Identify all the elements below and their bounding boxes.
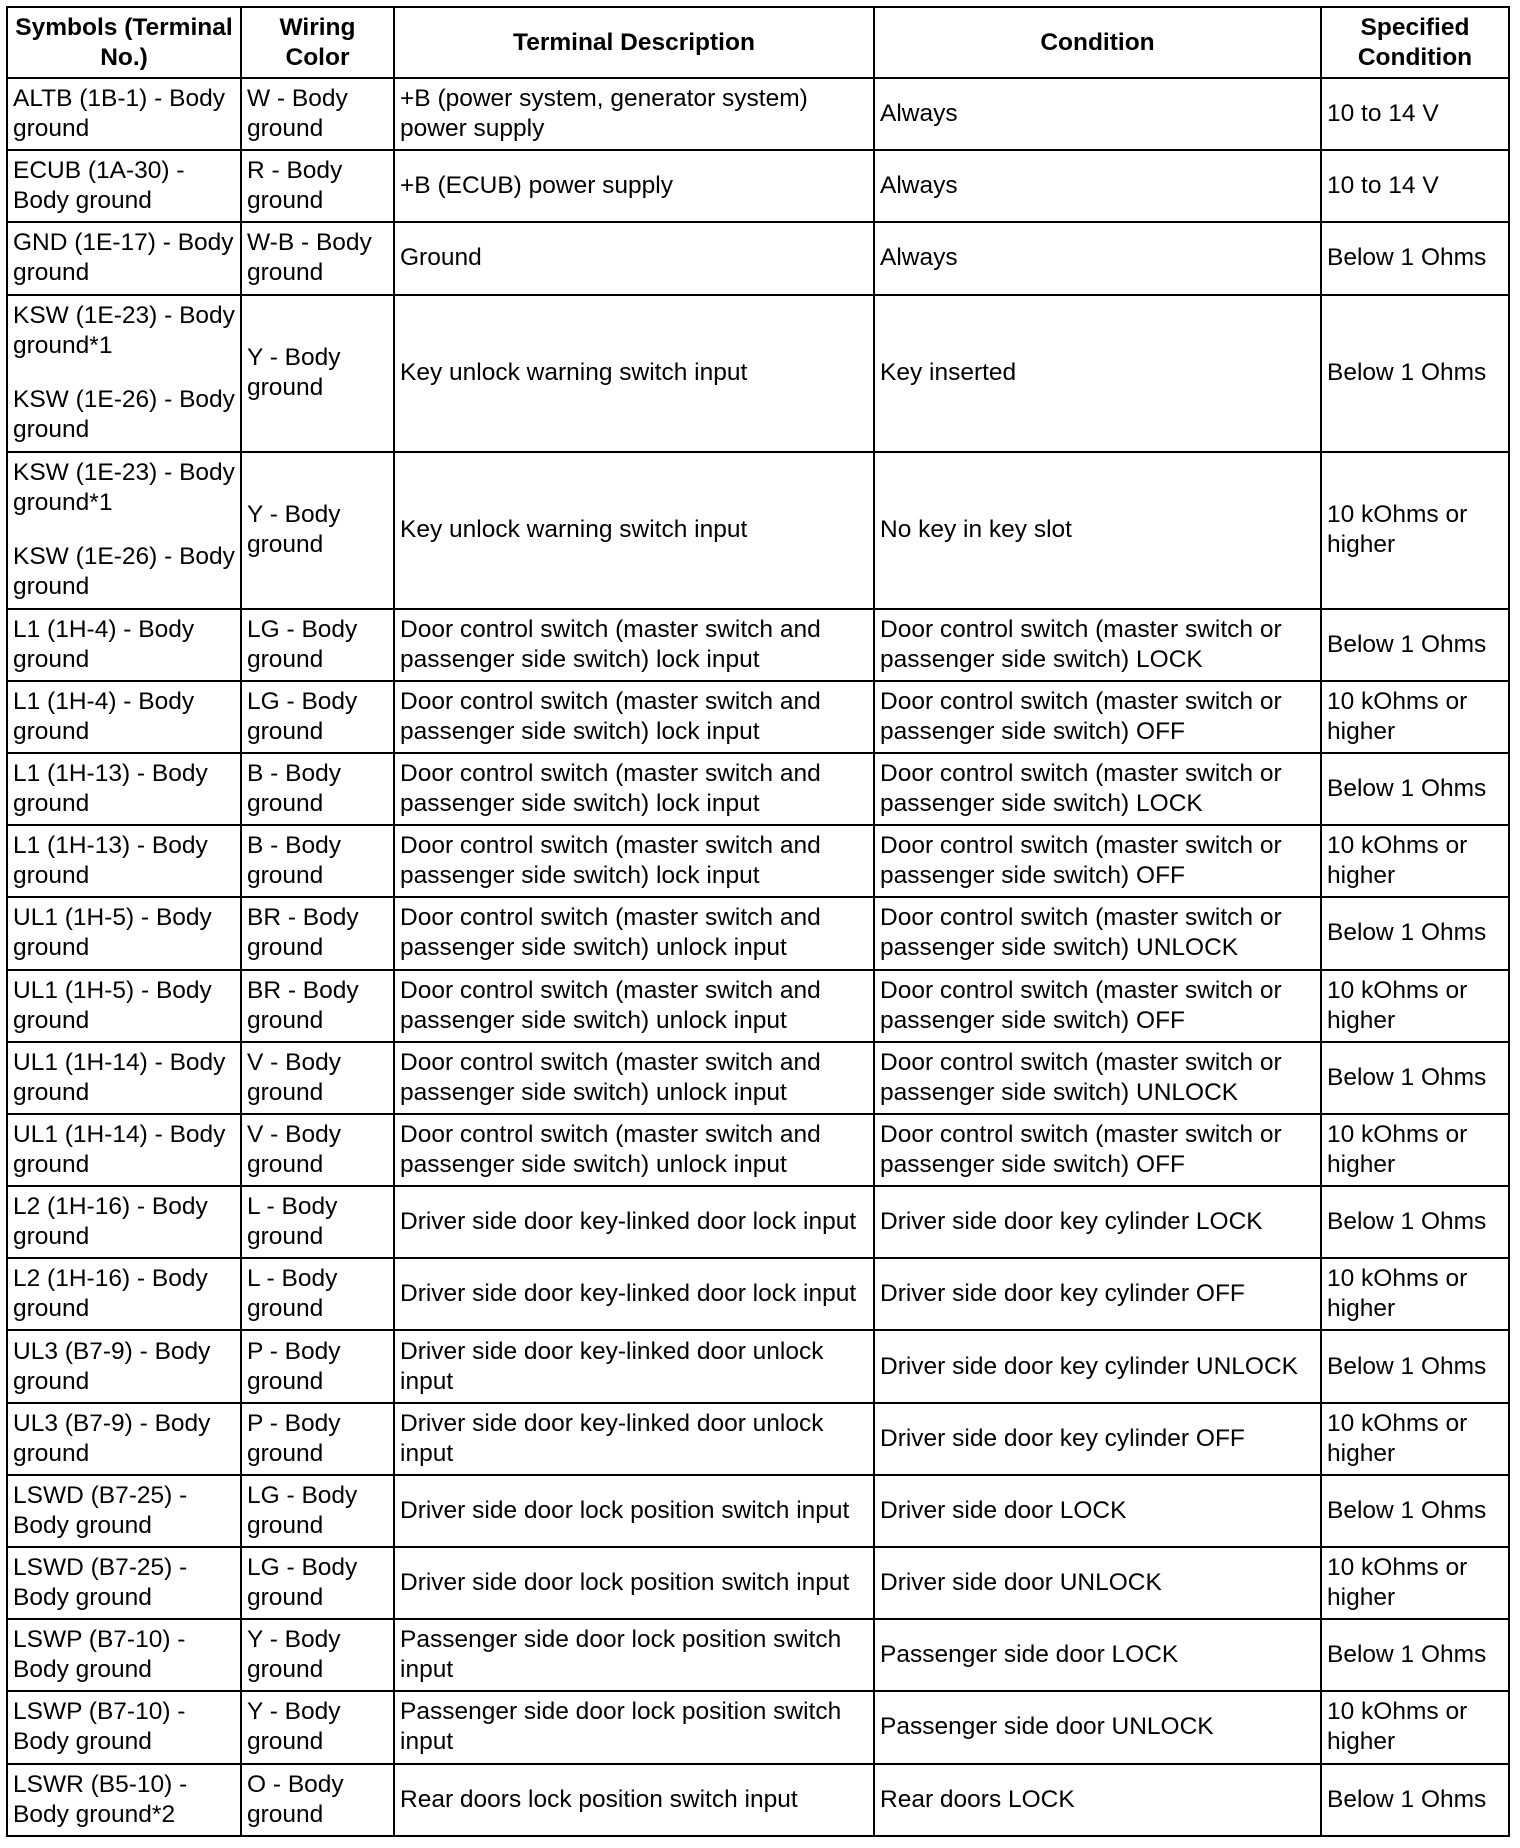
cell-terminal-description: Key unlock warning switch input	[394, 295, 874, 452]
cell-specified-condition: Below 1 Ohms	[1321, 1619, 1509, 1691]
cell-wiring-color: Y - Body ground	[241, 452, 394, 609]
cell-wiring-color: LG - Body ground	[241, 1475, 394, 1547]
table-row	[7, 1114, 1509, 1186]
cell-wiring-color: BR - Body ground	[241, 970, 394, 1042]
symbol-text: UL3 (B7-9) - Body ground	[13, 1409, 211, 1467]
cell-symbol	[7, 1403, 241, 1475]
cell-wiring-color: W - Body ground	[241, 78, 394, 150]
cell-terminal-description: Driver side door key-linked door lock input	[394, 1258, 874, 1330]
table-row	[7, 897, 1509, 969]
cell-specified-condition: Below 1 Ohms	[1321, 1330, 1509, 1402]
cell-symbol	[7, 753, 241, 825]
cell-condition: Driver side door key cylinder OFF	[874, 1403, 1321, 1475]
table-header	[7, 7, 1509, 78]
cell-specified-condition: Below 1 Ohms	[1321, 1475, 1509, 1547]
cell-terminal-description: Door control switch (master switch and passenger side switch) lock input	[394, 609, 874, 681]
table-row	[7, 1764, 1509, 1836]
cell-symbol	[7, 1619, 241, 1691]
table-row	[7, 1403, 1509, 1475]
symbol-text: LSWP (B7-10) - Body ground	[13, 1626, 186, 1684]
cell-symbol	[7, 222, 241, 294]
cell-condition: Door control switch (master switch or passenger side switch) OFF	[874, 970, 1321, 1042]
cell-condition: Always	[874, 222, 1321, 294]
cell-condition: Key inserted	[874, 295, 1321, 452]
symbol-gap	[13, 361, 235, 385]
table-row	[7, 1042, 1509, 1114]
symbol-gap	[13, 518, 235, 542]
cell-condition: Always	[874, 78, 1321, 150]
symbol-text: KSW (1E-23) - Body ground*1	[13, 302, 235, 360]
cell-specified-condition: 10 kOhms or higher	[1321, 681, 1509, 753]
cell-specified-condition: Below 1 Ohms	[1321, 1186, 1509, 1258]
cell-specified-condition: 10 kOhms or higher	[1321, 1258, 1509, 1330]
cell-wiring-color: R - Body ground	[241, 150, 394, 222]
symbol-text: L2 (1H-16) - Body ground	[13, 1193, 208, 1251]
cell-terminal-description: +B (power system, generator system) power supply	[394, 78, 874, 150]
cell-condition: Driver side door key cylinder OFF	[874, 1258, 1321, 1330]
symbol-text: LSWR (B5-10) - Body ground*2	[13, 1770, 188, 1828]
cell-specified-condition: 10 kOhms or higher	[1321, 1403, 1509, 1475]
cell-symbol	[7, 681, 241, 753]
cell-symbol	[7, 1764, 241, 1836]
table-row	[7, 1258, 1509, 1330]
symbol-text: L1 (1H-13) - Body ground	[13, 832, 208, 890]
cell-terminal-description: Door control switch (master switch and passenger side switch) lock input	[394, 681, 874, 753]
cell-specified-condition: 10 kOhms or higher	[1321, 970, 1509, 1042]
symbol-text: UL3 (B7-9) - Body ground	[13, 1337, 211, 1395]
cell-specified-condition: 10 kOhms or higher	[1321, 1114, 1509, 1186]
cell-wiring-color: Y - Body ground	[241, 1691, 394, 1763]
symbol-text: ALTB (1B-1) - Body ground	[13, 85, 225, 143]
cell-condition: Passenger side door LOCK	[874, 1619, 1321, 1691]
cell-terminal-description: Door control switch (master switch and passenger side switch) lock input	[394, 753, 874, 825]
cell-condition: Door control switch (master switch or passenger side switch) LOCK	[874, 609, 1321, 681]
table-row	[7, 452, 1509, 609]
cell-symbol	[7, 1691, 241, 1763]
symbol-text: L1 (1H-4) - Body ground	[13, 687, 195, 745]
table-row	[7, 222, 1509, 294]
cell-wiring-color: LG - Body ground	[241, 1547, 394, 1619]
symbol-text: L2 (1H-16) - Body ground	[13, 1265, 208, 1323]
cell-terminal-description: Door control switch (master switch and passenger side switch) unlock input	[394, 970, 874, 1042]
cell-condition: Door control switch (master switch or passenger side switch) OFF	[874, 825, 1321, 897]
header-condition: Condition	[874, 7, 1321, 78]
symbol-text: GND (1E-17) - Body ground	[13, 229, 234, 287]
cell-condition: Rear doors LOCK	[874, 1764, 1321, 1836]
cell-condition: Door control switch (master switch or passenger side switch) OFF	[874, 1114, 1321, 1186]
header-symbols: Symbols (Terminal No.)	[7, 7, 241, 78]
cell-condition: Passenger side door UNLOCK	[874, 1691, 1321, 1763]
cell-condition: Always	[874, 150, 1321, 222]
symbol-text: KSW (1E-26) - Body ground	[13, 386, 235, 444]
cell-terminal-description: Passenger side door lock position switch input	[394, 1691, 874, 1763]
cell-condition: Door control switch (master switch or passenger side switch) OFF	[874, 681, 1321, 753]
cell-wiring-color: V - Body ground	[241, 1042, 394, 1114]
cell-specified-condition: 10 kOhms or higher	[1321, 825, 1509, 897]
cell-specified-condition: Below 1 Ohms	[1321, 1042, 1509, 1114]
cell-specified-condition: 10 to 14 V	[1321, 150, 1509, 222]
cell-symbol	[7, 825, 241, 897]
cell-condition: Driver side door LOCK	[874, 1475, 1321, 1547]
cell-specified-condition: 10 kOhms or higher	[1321, 1547, 1509, 1619]
table-row	[7, 1330, 1509, 1402]
cell-wiring-color: O - Body ground	[241, 1764, 394, 1836]
symbol-text: L1 (1H-4) - Body ground	[13, 615, 195, 673]
cell-wiring-color: P - Body ground	[241, 1403, 394, 1475]
cell-terminal-description: Key unlock warning switch input	[394, 452, 874, 609]
table-row	[7, 1547, 1509, 1619]
cell-terminal-description: Driver side door key-linked door unlock input	[394, 1330, 874, 1402]
symbol-text: L1 (1H-13) - Body ground	[13, 760, 208, 818]
symbol-text: UL1 (1H-5) - Body ground	[13, 976, 212, 1034]
cell-condition: Door control switch (master switch or passenger side switch) LOCK	[874, 753, 1321, 825]
cell-wiring-color: LG - Body ground	[241, 609, 394, 681]
header-row	[7, 7, 1509, 78]
cell-terminal-description: Passenger side door lock position switch input	[394, 1619, 874, 1691]
cell-terminal-description: Driver side door key-linked door lock input	[394, 1186, 874, 1258]
cell-wiring-color: W-B - Body ground	[241, 222, 394, 294]
table-row	[7, 1691, 1509, 1763]
cell-specified-condition: Below 1 Ohms	[1321, 1764, 1509, 1836]
table-row	[7, 825, 1509, 897]
symbol-text: UL1 (1H-5) - Body ground	[13, 904, 212, 962]
cell-wiring-color: Y - Body ground	[241, 1619, 394, 1691]
symbol-text: KSW (1E-23) - Body ground*1	[13, 459, 235, 517]
cell-wiring-color: B - Body ground	[241, 825, 394, 897]
cell-specified-condition: Below 1 Ohms	[1321, 609, 1509, 681]
cell-symbol	[7, 295, 241, 452]
cell-symbol	[7, 1258, 241, 1330]
table-body	[7, 78, 1509, 1836]
cell-condition: Driver side door key cylinder LOCK	[874, 1186, 1321, 1258]
cell-terminal-description: Door control switch (master switch and passenger side switch) lock input	[394, 825, 874, 897]
terminal-inspection-table	[6, 6, 1510, 1837]
cell-terminal-description: Driver side door lock position switch input	[394, 1475, 874, 1547]
cell-terminal-description: Door control switch (master switch and passenger side switch) unlock input	[394, 897, 874, 969]
cell-specified-condition: 10 to 14 V	[1321, 78, 1509, 150]
cell-wiring-color: Y - Body ground	[241, 295, 394, 452]
header-specified-condition: Specified Condition	[1321, 7, 1509, 78]
cell-symbol	[7, 897, 241, 969]
cell-symbol	[7, 609, 241, 681]
cell-terminal-description: Rear doors lock position switch input	[394, 1764, 874, 1836]
cell-condition: Driver side door UNLOCK	[874, 1547, 1321, 1619]
cell-terminal-description: Door control switch (master switch and passenger side switch) unlock input	[394, 1114, 874, 1186]
symbol-text: LSWP (B7-10) - Body ground	[13, 1698, 186, 1756]
symbol-text: ECUB (1A-30) - Body ground	[13, 157, 185, 215]
cell-symbol	[7, 78, 241, 150]
table-row	[7, 150, 1509, 222]
cell-condition: Door control switch (master switch or passenger side switch) UNLOCK	[874, 897, 1321, 969]
table-row	[7, 1619, 1509, 1691]
symbol-text: UL1 (1H-14) - Body ground	[13, 1048, 226, 1106]
cell-symbol	[7, 1547, 241, 1619]
cell-wiring-color: LG - Body ground	[241, 681, 394, 753]
cell-symbol	[7, 150, 241, 222]
header-wiring-color: Wiring Color	[241, 7, 394, 78]
symbol-text: LSWD (B7-25) - Body ground	[13, 1481, 188, 1539]
cell-terminal-description: Door control switch (master switch and passenger side switch) unlock input	[394, 1042, 874, 1114]
table-row	[7, 753, 1509, 825]
table-row	[7, 609, 1509, 681]
cell-specified-condition: Below 1 Ohms	[1321, 295, 1509, 452]
cell-symbol	[7, 1042, 241, 1114]
header-terminal-description: Terminal Description	[394, 7, 874, 78]
symbol-text: UL1 (1H-14) - Body ground	[13, 1120, 226, 1178]
cell-symbol	[7, 970, 241, 1042]
cell-condition: Driver side door key cylinder UNLOCK	[874, 1330, 1321, 1402]
table-row	[7, 295, 1509, 452]
cell-wiring-color: BR - Body ground	[241, 897, 394, 969]
table-row	[7, 1186, 1509, 1258]
cell-symbol	[7, 1114, 241, 1186]
cell-symbol	[7, 1330, 241, 1402]
cell-wiring-color: P - Body ground	[241, 1330, 394, 1402]
table-row	[7, 78, 1509, 150]
cell-terminal-description: Driver side door lock position switch input	[394, 1547, 874, 1619]
cell-symbol	[7, 1475, 241, 1547]
cell-specified-condition: Below 1 Ohms	[1321, 222, 1509, 294]
cell-condition: Door control switch (master switch or passenger side switch) UNLOCK	[874, 1042, 1321, 1114]
cell-terminal-description: Ground	[394, 222, 874, 294]
cell-condition: No key in key slot	[874, 452, 1321, 609]
table-row	[7, 1475, 1509, 1547]
cell-specified-condition: Below 1 Ohms	[1321, 897, 1509, 969]
cell-specified-condition: Below 1 Ohms	[1321, 753, 1509, 825]
cell-specified-condition: 10 kOhms or higher	[1321, 452, 1509, 609]
cell-wiring-color: L - Body ground	[241, 1258, 394, 1330]
table-row	[7, 681, 1509, 753]
symbol-text: KSW (1E-26) - Body ground	[13, 543, 235, 601]
cell-symbol	[7, 452, 241, 609]
cell-wiring-color: V - Body ground	[241, 1114, 394, 1186]
symbol-text: LSWD (B7-25) - Body ground	[13, 1554, 188, 1612]
cell-terminal-description: +B (ECUB) power supply	[394, 150, 874, 222]
cell-wiring-color: L - Body ground	[241, 1186, 394, 1258]
cell-wiring-color: B - Body ground	[241, 753, 394, 825]
cell-symbol	[7, 1186, 241, 1258]
cell-specified-condition: 10 kOhms or higher	[1321, 1691, 1509, 1763]
cell-terminal-description: Driver side door key-linked door unlock input	[394, 1403, 874, 1475]
table-row	[7, 970, 1509, 1042]
